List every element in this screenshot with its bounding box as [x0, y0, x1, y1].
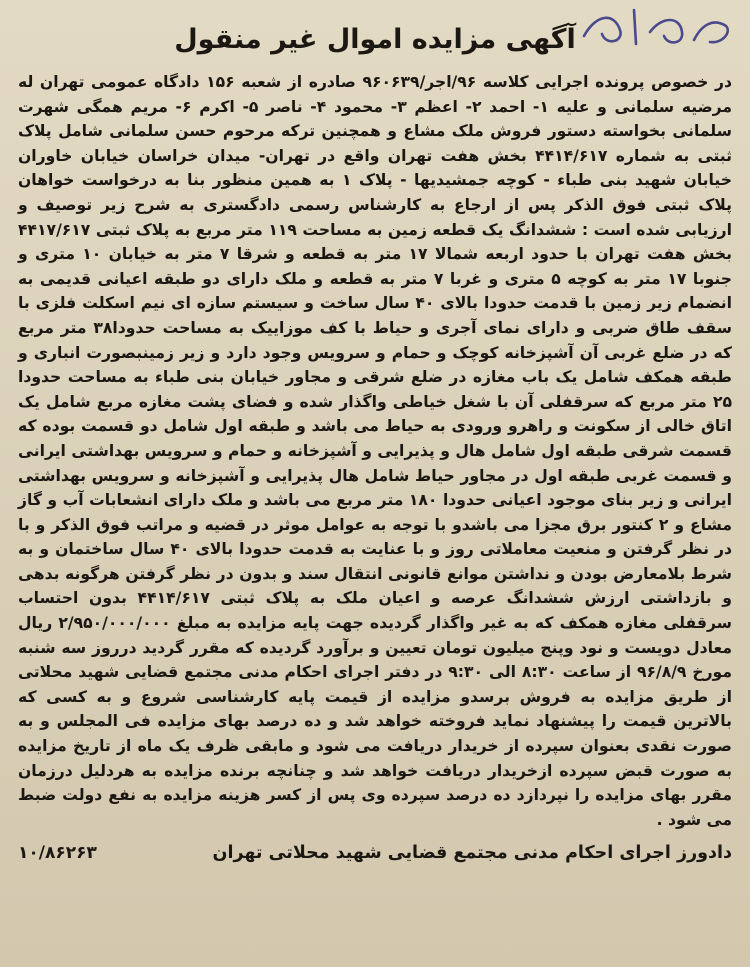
notice-title: آگهی مزایده اموال غیر منقول — [174, 24, 576, 55]
handwritten-annotation — [576, 4, 736, 50]
notice-issuer: دادورز اجرای احکام مدنی مجتمع قضایی شهید محلاتی تهران — [212, 843, 732, 864]
notice-footer — [18, 840, 732, 866]
notice-body: در خصوص پرونده اجرایی کلاسه ۹۶/اجر/۹۶۰۶۳۹ صادره از شعبه ۱۵۶ دادگاه عمومی تهران له مرضیه سلمانی و علیه ۱- احمد ۲- اعظم ۳- محمود ۴- ناصر ۵- اکرم ۶- مریم همگی شهرت سلمانی بخواسته دستور فروش ملک مشاع و همچنین ترکه مرحوم حسن سلمانی شامل پلاک ثبتی به شماره ۴۴۱۴/۶۱۷ بخش هفت تهران واقع در تهران- میدان خراسان خیابان خاوران خیابان شهید بنی طباء - کوچه جمشیدیها - پلاک ۱ به همین منظور بنا به درخواست خواهان پلاک ثبتی فوق الذکر پس از ارجاع به کارشناس رسمی دادگستری به شرح زیر توصیف و ارزیابی شده است : ششدانگ یک قطعه زمین به مساحت ۱۱۹ متر مربع به پلاک ثبتی ۴۴۱۷/۶۱۷ بخش هفت تهران با حدود اربعه شمالا ۱۷ متر به قطعه و شرقا ۷ متر به خیابان ۱۰ متری و جنوبا ۱۷ متر به کوچه ۵ متری و غربا ۷ متر به قطعه و ملک دارای دو طبقه اعیانی قدیمی به انضمام زیر زمین با قدمت حدودا بالای ۴۰ سال ساخت و سیستم سازه ای نیم اسکلت فلزی با سقف طاق ضربی و دارای نمای آجری و حیاط با کف موزاییک به مساحت حدودا۳۸ متر مربع که در ضلع غربی آن آشپزخانه کوچک و حمام و سرویس وجود دارد و زیر زمینبصورت انباری و طبقه همکف شامل یک باب مغازه در ضلع شرقی و مجاور خیابان بنی طباء به مساحت حدودا ۲۵ متر مربع که سرقفلی آن با شغل خیاطی واگذار شده و فضای پشت مغازه مربع شامل یک اتاق خالی از سکونت و راهرو ورودی به حیاط می باشد و طبقه اول شامل دو قسمت بوده که قسمت شرقی طبقه اول شامل هال و پذیرایی و آشپزخانه و حمام و سرویس بهداشتی ایرانی و قسمت غربی طبقه اول در مجاور حیاط شامل هال پذیرایی و آشپزخانه و سرویس بهداشتی ایرانی و زیر بنای موجود اعیانی حدودا ۱۸۰ متر مربع می باشد و ملک دارای انشعابات آب و گاز مشاع و ۲ کنتور برق مجزا می باشدو با توجه به عوامل موثر در قضیه و مراتب فوق الذکر و با در نظر گرفتن و منعیت معاملاتی روز و با عنایت به قدمت حدودا بالای ۴۰ سال ساختمان و به شرط بلامعارض بودن و نداشتن موانع قانونی انتقال سند و بدون در نظر گرفتن هرگونه بدهی و بازداشتی ارزش ششدانگ عرصه و اعیان ملک به پلاک ثبتی ۴۴۱۴/۶۱۷ بدون احتساب سرقفلی مغازه همکف که به غیر واگذار گردیده جهت پایه مزایده به مبلغ ۲/۹۵۰/۰۰۰/۰۰۰ ریال معادل دویست و نود وپنج میلیون تومان تعیین و برآورد گردیده که مقرر گردید درروز سه شنبه مورخ ۹۶/۸/۹ از ساعت ۸:۳۰ الی ۹:۳۰ در دفتر اجرای احکام مدنی مجتمع قضایی شهید محلاتی از طریق مزایده به فروش برسدو مزایده از قیمت پایه کارشناسی شروع و به کسی که بالاترین قیمت را پیشنهاد نماید فروخته خواهد شد و ده درصد بهای مزایده فی المجلس و به صورت نقدی بعنوان سپرده از خریدار دریافت می شود و مابقی ظرف یک ماه از تاریخ مزایده به صورت قبض سپرده ازخریدار دریافت خواهد شد و چنانچه برنده مزایده به هردلیل درزمان مقرر بهای مزایده را نپردازد ده درصد سپرده وی پس از کسر هزینه مزایده به نفع دولت ضبط می شود . — [18, 73, 733, 829]
notice-code: ۱۰/۸۶۲۶۳ — [18, 843, 97, 864]
